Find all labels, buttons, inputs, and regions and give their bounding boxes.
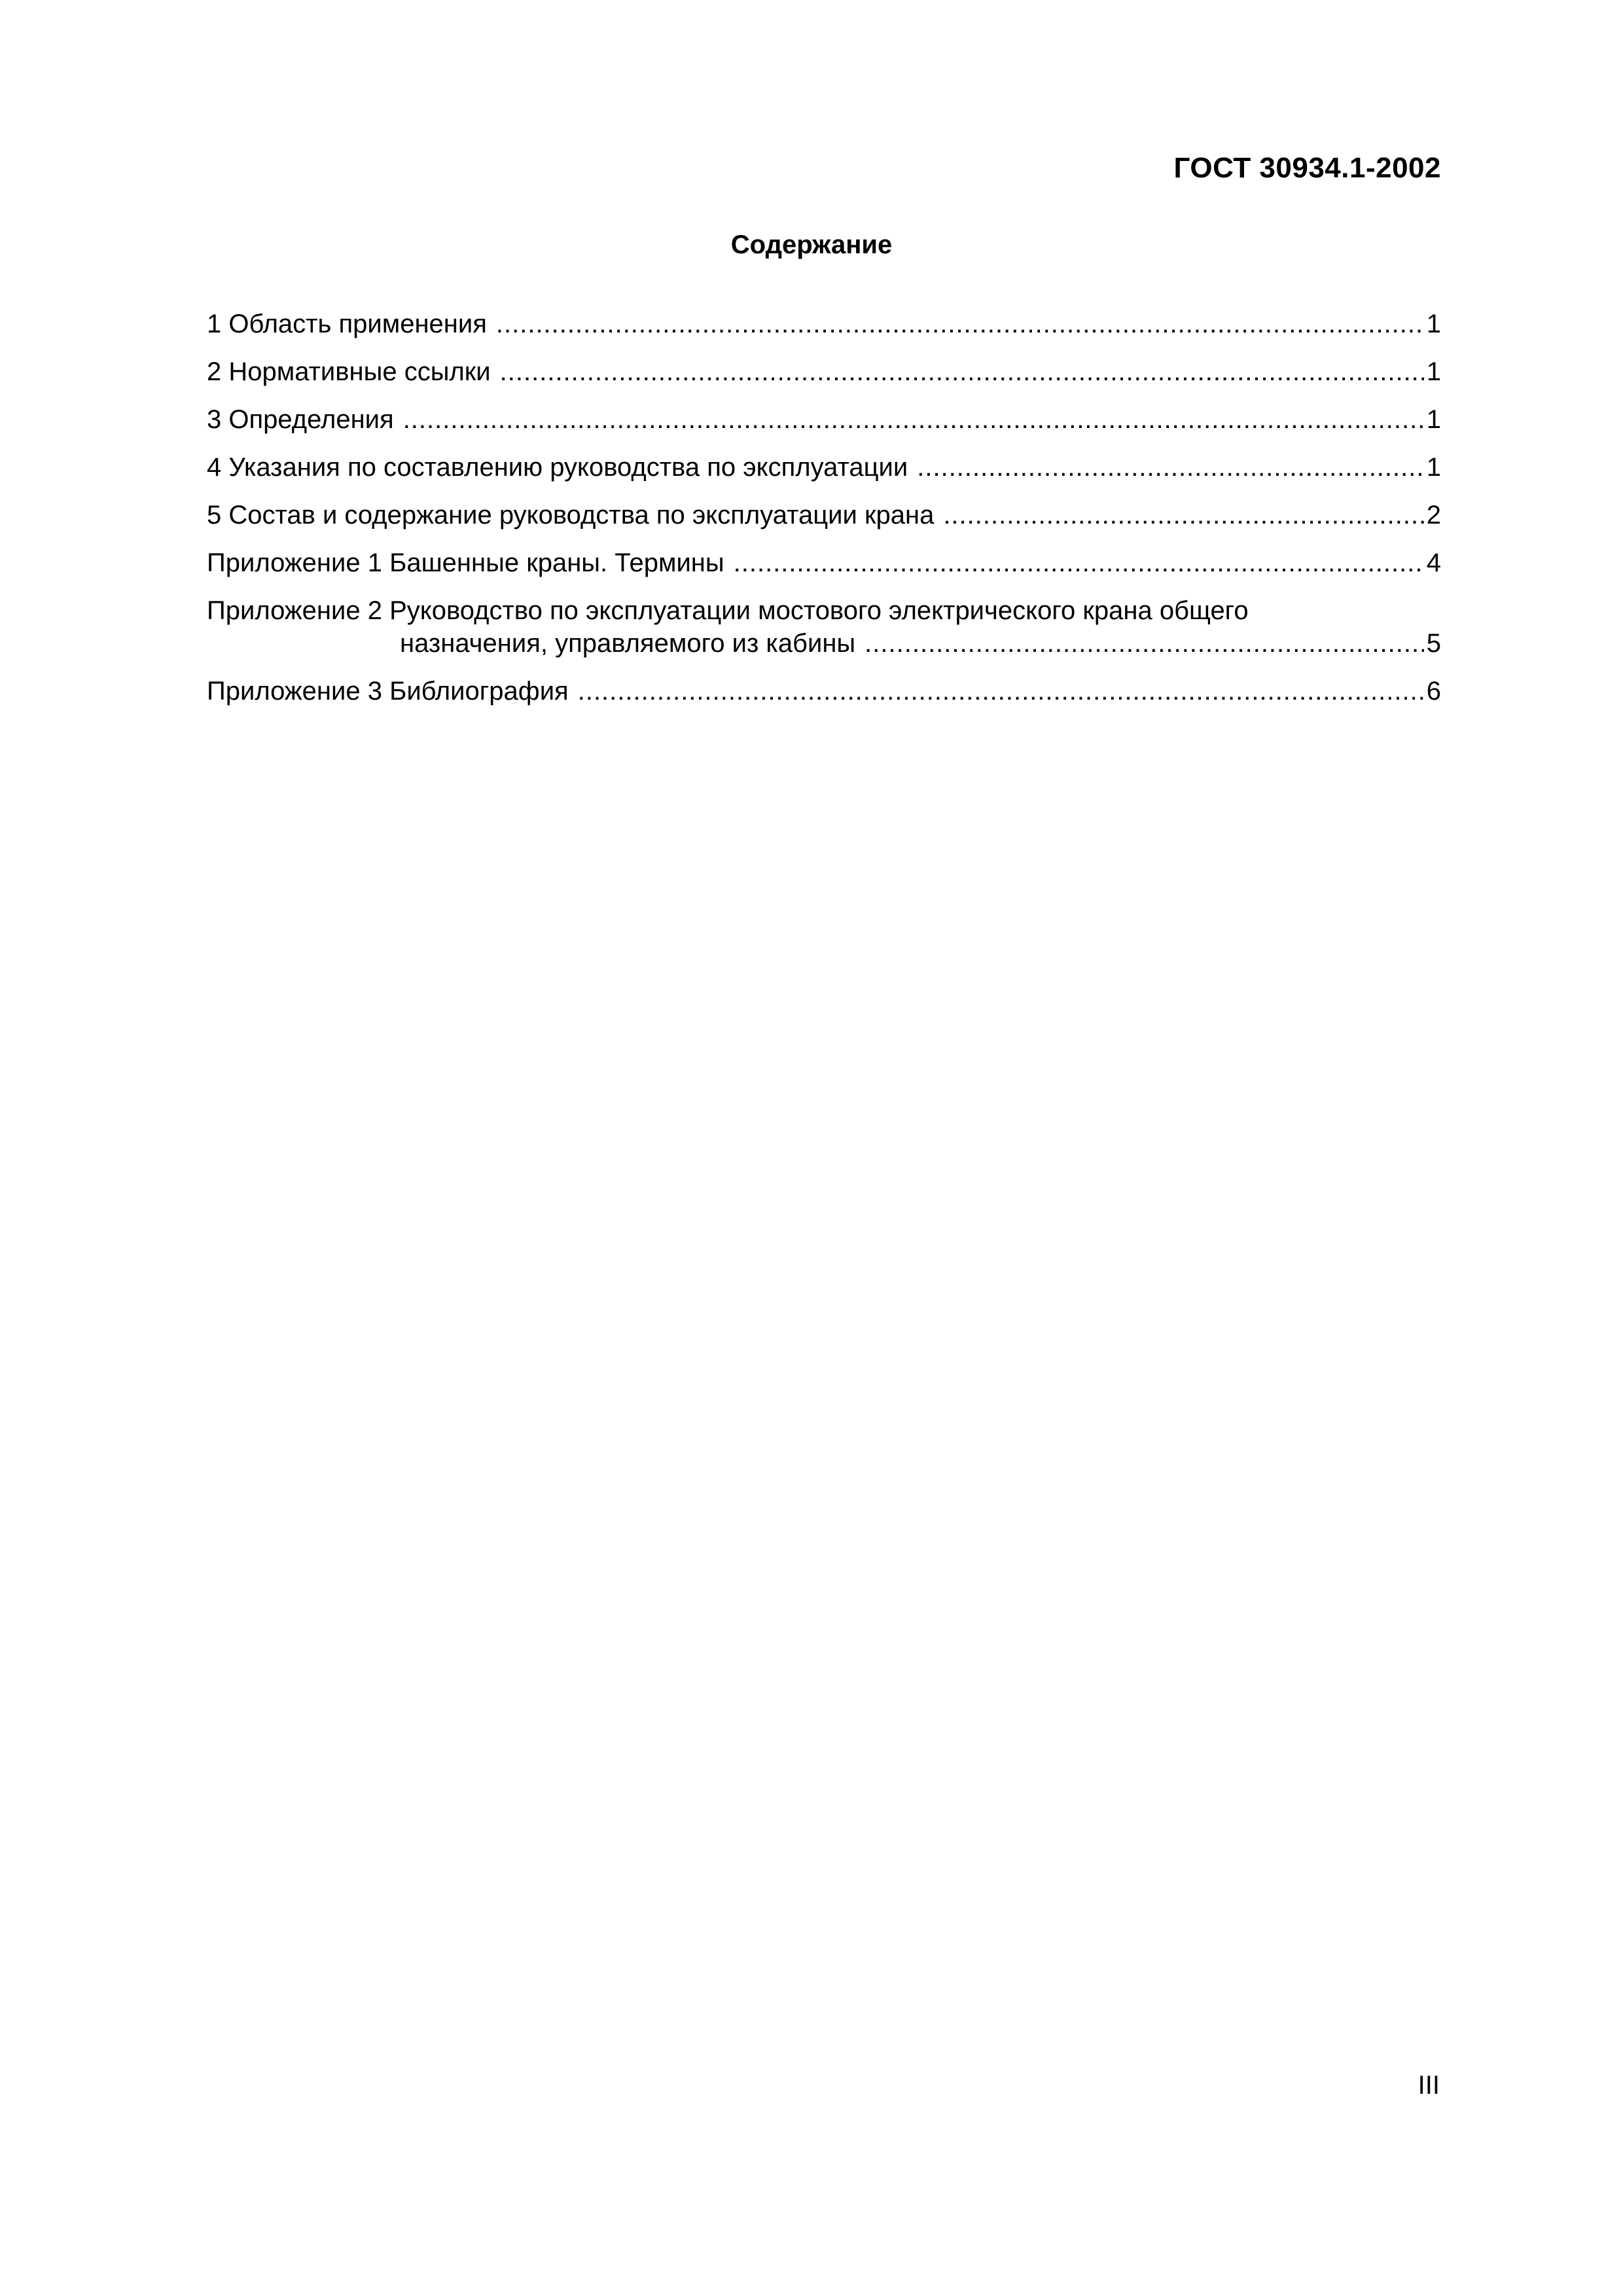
toc-entry-title-line1: Приложение 2 Руководство по эксплуатации мостового электрического крана общего xyxy=(207,596,1249,625)
toc-entry-title: 2 Нормативные ссылки xyxy=(207,357,491,386)
toc-entry-appendix-3[interactable] xyxy=(207,675,1441,708)
toc-entry-page: 1 xyxy=(1426,405,1441,434)
toc-entry-title: 3 Определения xyxy=(207,405,394,434)
toc-heading: Содержание xyxy=(730,230,893,259)
document-code: ГОСТ 30934.1-2002 xyxy=(1173,152,1441,184)
toc-entry-page: 1 xyxy=(1426,310,1441,338)
toc-dot-leader xyxy=(578,675,1424,708)
page-number: III xyxy=(1418,2071,1440,2100)
toc-dot-leader xyxy=(734,547,1424,579)
toc-entry-definitions[interactable] xyxy=(207,403,1441,436)
toc-dot-leader xyxy=(943,499,1423,531)
toc-entry-normative-references[interactable] xyxy=(207,355,1441,388)
toc-entry-manual-guidelines[interactable] xyxy=(207,451,1441,484)
toc-dot-leader xyxy=(917,451,1424,484)
toc-dot-leader xyxy=(500,355,1424,388)
toc-entry-page: 1 xyxy=(1426,357,1441,386)
toc-entry-scope[interactable] xyxy=(207,308,1441,340)
toc-entry-page: 4 xyxy=(1426,548,1441,577)
toc-entry-page: 1 xyxy=(1426,453,1441,482)
toc-entry-title: 4 Указания по составлению руководства по эксплуатации xyxy=(207,453,908,482)
toc-dot-leader xyxy=(865,627,1424,660)
toc-entry-title-line2: назначения, управляемого из кабины xyxy=(400,629,856,658)
toc-entry-appendix-2[interactable] xyxy=(207,594,1441,660)
toc-entry-title: 5 Состав и содержание руководства по эксплуатации крана xyxy=(207,501,935,529)
toc-entry-title: Приложение 1 Башенные краны. Термины xyxy=(207,548,724,577)
toc-dot-leader xyxy=(496,308,1424,340)
toc-entry-page: 6 xyxy=(1426,677,1441,706)
toc-entry-title: Приложение 3 Библиография xyxy=(207,677,569,706)
toc-entry-page: 2 xyxy=(1426,501,1441,529)
toc-entry-manual-contents[interactable] xyxy=(207,499,1441,531)
toc-entry-page: 5 xyxy=(1426,629,1441,658)
toc-entry-title-line2-row xyxy=(207,627,1441,660)
toc-entry-appendix-1[interactable] xyxy=(207,547,1441,579)
table-of-contents xyxy=(207,308,1441,723)
toc-entry-title: 1 Область применения xyxy=(207,310,487,338)
toc-dot-leader xyxy=(403,403,1424,436)
